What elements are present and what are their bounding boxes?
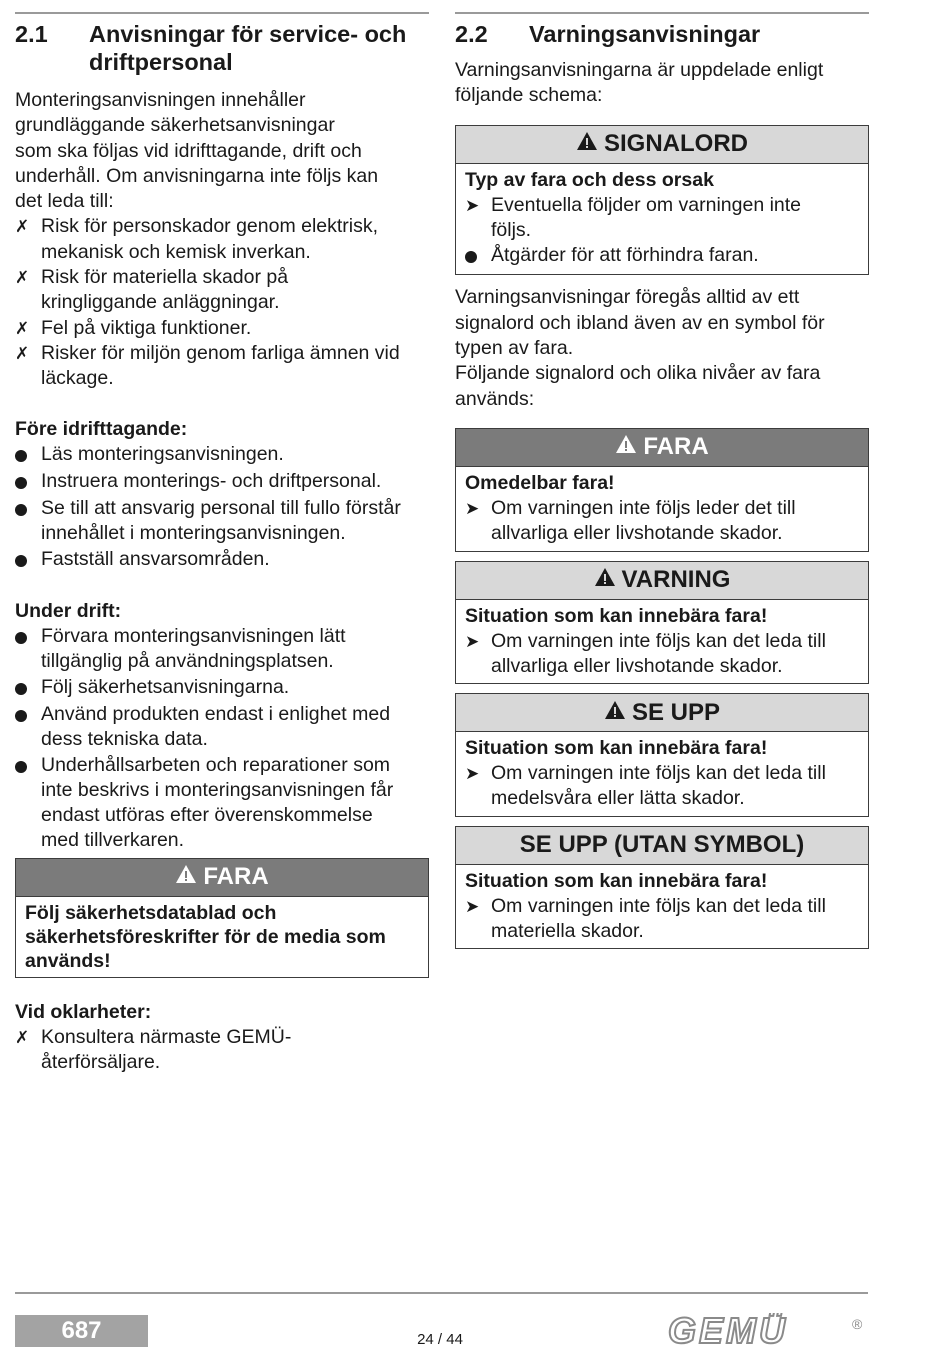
registered-mark: ® bbox=[852, 1316, 863, 1332]
list-item-line: Om varningen inte följs leder det till bbox=[491, 496, 796, 519]
list-item-text bbox=[41, 442, 284, 469]
list-item-text bbox=[41, 753, 393, 854]
list-item-line: Konsultera närmaste GEMÜ- bbox=[41, 1025, 292, 1048]
danger-box-paragraph bbox=[25, 901, 419, 973]
signal-box bbox=[455, 561, 869, 685]
section-title-line: driftpersonal bbox=[89, 49, 233, 75]
paragraph-line: används: bbox=[455, 387, 535, 410]
arrow-icon: ➤ bbox=[465, 631, 480, 651]
during-operation-list bbox=[15, 624, 429, 854]
bullet-icon bbox=[15, 547, 41, 574]
list-item-text bbox=[41, 496, 401, 547]
paragraph-line: det leda till: bbox=[15, 190, 114, 213]
arrow-icon: ➤ bbox=[465, 896, 480, 916]
section-number: 2.1 bbox=[15, 21, 48, 47]
list-item-line: Risker för miljön genom farliga ämnen vid bbox=[41, 341, 400, 364]
list-item bbox=[15, 341, 429, 392]
list-item-text bbox=[41, 1025, 291, 1076]
bullet-icon bbox=[15, 675, 41, 702]
list-item bbox=[465, 894, 859, 945]
list-item-line: kringliggande anläggningar. bbox=[41, 291, 280, 314]
signal-box bbox=[455, 693, 869, 817]
list-item bbox=[15, 702, 429, 753]
bullet-icon bbox=[15, 469, 41, 496]
section-title: Varningsanvisningar bbox=[529, 21, 761, 47]
list-item-line: inte beskrivs i monteringsanvisningen får bbox=[41, 778, 394, 801]
schema-box-title: SIGNALORD bbox=[604, 130, 748, 158]
list-item-text bbox=[41, 675, 289, 702]
paragraph bbox=[455, 58, 869, 109]
list-item-text bbox=[41, 316, 251, 341]
list-item-line: Risk för materiella skador på bbox=[41, 266, 289, 289]
list-item bbox=[465, 629, 859, 680]
signal-box-title: FARA bbox=[643, 433, 709, 461]
list-item-text bbox=[41, 469, 381, 496]
list-item-text bbox=[491, 193, 801, 244]
risk-list bbox=[15, 214, 429, 391]
list-item-line: endast utföras efter överenskommelse bbox=[41, 804, 373, 827]
paragraph-line: som ska följas vid idrifttagande, drift och bbox=[15, 139, 362, 162]
paragraph-line: Följande signalord och olika nivåer av fara bbox=[455, 362, 821, 385]
warning-triangle-icon bbox=[175, 863, 197, 891]
list-item-line: Använd produkten endast i enlighet med bbox=[41, 702, 391, 725]
cross-icon: ✗ bbox=[15, 343, 30, 363]
signal-box-subtitle: Situation som kan innebära fara! bbox=[465, 737, 768, 760]
signal-box bbox=[455, 428, 869, 552]
paragraph bbox=[15, 88, 429, 214]
left-column bbox=[15, 20, 429, 1075]
list-item-line: allvarliga eller livshotande skador. bbox=[491, 654, 783, 677]
before-start-heading: Före idrifttagande: bbox=[15, 417, 188, 440]
cross-icon: ✗ bbox=[15, 1027, 30, 1047]
signal-box-header bbox=[456, 827, 868, 865]
bullet-icon bbox=[15, 702, 41, 753]
unclear-list bbox=[15, 1025, 429, 1076]
list-item bbox=[465, 761, 859, 812]
danger-box-line: används! bbox=[25, 949, 111, 972]
cross-icon: ✗ bbox=[15, 217, 30, 237]
signal-box-body bbox=[456, 467, 868, 551]
signal-box-title: SE UPP bbox=[631, 698, 721, 726]
schema-box-body bbox=[456, 164, 868, 275]
list-item-line: dess tekniska data. bbox=[41, 728, 208, 751]
list-item bbox=[15, 624, 429, 675]
list-item-line: Underhållsarbeten och reparationer som bbox=[41, 753, 391, 776]
list-item-line: Instruera monterings- och driftpersonal. bbox=[41, 469, 382, 492]
section-2-2-heading bbox=[455, 20, 869, 48]
paragraph-line: Varningsanvisningar föregås alltid av ett bbox=[455, 286, 800, 309]
bullet-icon bbox=[15, 624, 41, 675]
paragraph-line: Monteringsanvisningen innehåller bbox=[15, 89, 306, 111]
list-item-line: Om varningen inte följs kan det leda till bbox=[491, 762, 826, 785]
signal-box-subtitle: Situation som kan innebära fara! bbox=[465, 869, 768, 892]
page-number: 24 / 44 bbox=[417, 1331, 463, 1348]
list-item-line: innehållet i monteringsanvisningen. bbox=[41, 522, 346, 545]
warning-triangle-icon bbox=[576, 130, 598, 158]
danger-box-line: säkerhetsföreskrifter för de media som bbox=[25, 925, 386, 948]
signal-word-levels bbox=[455, 428, 869, 949]
list-item-text bbox=[41, 547, 270, 574]
top-rule-right bbox=[455, 12, 869, 14]
signal-box-title: VARNING bbox=[621, 566, 731, 594]
signal-box-subtitle: Situation som kan innebära fara! bbox=[465, 604, 768, 627]
bullet-icon bbox=[15, 442, 41, 469]
list-item-line: allvarliga eller livshotande skador. bbox=[491, 522, 783, 545]
signal-box bbox=[455, 826, 869, 950]
arrow-icon: ➤ bbox=[465, 195, 480, 215]
arrow-icon: ➤ bbox=[465, 498, 480, 518]
warning-triangle-icon bbox=[604, 699, 626, 727]
signal-box-header bbox=[456, 562, 868, 600]
list-item-line: Förvara monteringsanvisningen lätt bbox=[41, 625, 346, 648]
bullet-icon bbox=[15, 496, 41, 547]
list-item bbox=[15, 316, 429, 341]
danger-box-title: FARA bbox=[203, 863, 269, 891]
list-item-line: Eventuella följder om varningen inte bbox=[491, 193, 802, 216]
list-item-line: Läs monteringsanvisningen. bbox=[41, 442, 284, 465]
schema-box bbox=[455, 125, 869, 276]
section-number: 2.2 bbox=[455, 21, 488, 47]
list-item bbox=[15, 753, 429, 854]
cross-icon: ✗ bbox=[15, 318, 30, 338]
danger-box-line: Följ säkerhetsdatablad och bbox=[25, 901, 277, 924]
logo-text: GEMÜ bbox=[668, 1313, 788, 1349]
list-item-line: Om varningen inte följs kan det leda till bbox=[491, 629, 826, 652]
gemu-logo bbox=[668, 1313, 868, 1354]
danger-box bbox=[15, 858, 429, 978]
paragraph-line: följande schema: bbox=[455, 84, 603, 107]
schema-box-header bbox=[456, 126, 868, 164]
list-item-text bbox=[491, 894, 826, 945]
danger-box-header bbox=[16, 859, 428, 897]
schema-subtitle: Typ av fara och dess orsak bbox=[465, 168, 714, 191]
right-column bbox=[455, 20, 869, 949]
paragraph-line: typen av fara. bbox=[455, 337, 574, 360]
list-item bbox=[15, 1025, 429, 1076]
signal-box-body bbox=[456, 865, 868, 949]
list-item-text bbox=[41, 341, 400, 392]
list-item-line: materiella skador. bbox=[491, 920, 644, 943]
signal-box-subtitle: Omedelbar fara! bbox=[465, 471, 615, 494]
list-item-line: Fastställ ansvarsområden. bbox=[41, 547, 270, 570]
explain-paragraph bbox=[455, 285, 869, 411]
paragraph-line: signalord och ibland även av en symbol för bbox=[455, 311, 825, 334]
intro-paragraph bbox=[455, 58, 869, 109]
list-item-text: Åtgärder för att förhindra faran. bbox=[491, 244, 759, 267]
bullet-icon bbox=[465, 243, 491, 270]
danger-box-text bbox=[16, 897, 428, 977]
signal-box-title: SE UPP (UTAN SYMBOL) bbox=[519, 831, 805, 859]
list-item bbox=[15, 214, 429, 265]
list-item bbox=[15, 547, 429, 574]
before-start-list bbox=[15, 442, 429, 574]
list-item-line: återförsäljare. bbox=[41, 1051, 161, 1074]
list-item-text bbox=[491, 629, 826, 680]
section-2-1-heading bbox=[15, 20, 429, 76]
paragraph-line: Varningsanvisningarna är uppdelade enligt bbox=[455, 59, 824, 81]
footer-rule bbox=[15, 1292, 868, 1294]
list-item-line: Se till att ansvarig personal till fullo förstår bbox=[41, 497, 401, 520]
signal-box-body bbox=[456, 600, 868, 684]
top-rule-left bbox=[15, 12, 429, 14]
list-item-line: Risk för personskador genom elektrisk, bbox=[41, 215, 379, 238]
list-item-text bbox=[491, 496, 796, 547]
list-item-line: med tillverkaren. bbox=[41, 829, 185, 852]
signal-box-body bbox=[456, 732, 868, 816]
list-item bbox=[465, 193, 859, 244]
list-item bbox=[15, 675, 429, 702]
list-item-text bbox=[41, 265, 288, 316]
intro-paragraph bbox=[15, 88, 429, 214]
warning-triangle-icon bbox=[615, 433, 637, 461]
arrow-icon: ➤ bbox=[465, 764, 480, 784]
paragraph bbox=[455, 285, 869, 411]
list-item-text bbox=[41, 702, 390, 753]
paragraph-line: underhåll. Om anvisningarna inte följs kan bbox=[15, 164, 379, 187]
list-item-line: mekanisk och kemisk inverkan. bbox=[41, 240, 311, 263]
list-item-line: Om varningen inte följs kan det leda till bbox=[491, 894, 826, 917]
list-item-line: läckage. bbox=[41, 367, 114, 390]
during-operation-heading: Under drift: bbox=[15, 600, 122, 623]
list-item bbox=[15, 469, 429, 496]
list-item-text bbox=[491, 761, 826, 812]
list-item-line: tillgänglig på användningsplatsen. bbox=[41, 650, 334, 673]
list-item-line: medelsvåra eller lätta skador. bbox=[491, 787, 745, 810]
list-item-line: Fel på viktiga funktioner. bbox=[41, 316, 252, 339]
list-item-text bbox=[41, 624, 346, 675]
list-item-line: Följ säkerhetsanvisningarna. bbox=[41, 675, 290, 698]
signal-box-header bbox=[456, 694, 868, 732]
warning-triangle-icon bbox=[594, 566, 616, 594]
list-item bbox=[465, 243, 859, 270]
unclear-heading: Vid oklarheter: bbox=[15, 1000, 152, 1023]
list-item-text bbox=[41, 214, 378, 265]
list-item bbox=[15, 265, 429, 316]
list-item-line: följs. bbox=[491, 218, 532, 241]
cross-icon: ✗ bbox=[15, 268, 30, 288]
list-item bbox=[15, 442, 429, 469]
section-title-line: Anvisningar för service- och bbox=[89, 21, 407, 47]
bullet-icon bbox=[15, 753, 41, 854]
document-number: 687 bbox=[15, 1315, 148, 1347]
list-item bbox=[465, 496, 859, 547]
list-item bbox=[15, 496, 429, 547]
signal-box-header bbox=[456, 429, 868, 467]
paragraph-line: grundläggande säkerhetsanvisningar bbox=[15, 114, 335, 137]
section-title bbox=[89, 20, 406, 76]
